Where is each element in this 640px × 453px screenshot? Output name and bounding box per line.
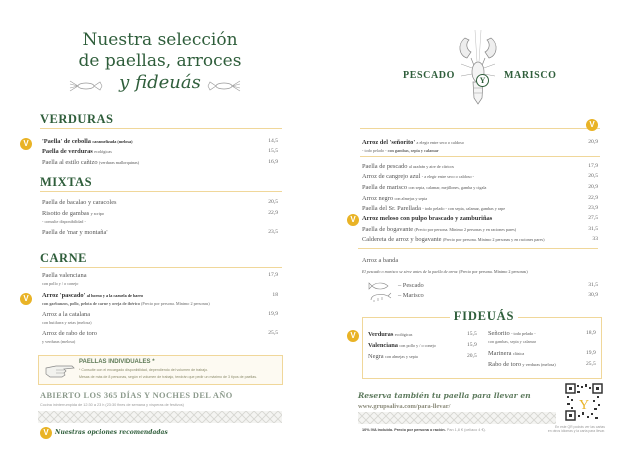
squid-illustration-icon bbox=[68, 79, 104, 93]
menu-item: Paella de bacalao y caracoles 20,5 bbox=[42, 199, 278, 206]
lobster-illustration-icon bbox=[453, 28, 503, 108]
item-price: 22,9 bbox=[268, 210, 278, 216]
menu-item: Paella de 'mar y montaña' 23,5 bbox=[42, 229, 278, 236]
individual-heading: PAELLAS INDIVIDUALES * bbox=[79, 359, 155, 365]
item-price: 20,5 bbox=[467, 353, 477, 359]
menu-item: Caldereta de arroz y bogavante (Precio por persona. Mínimo 2 personas y en raciones pares) 33 bbox=[362, 236, 598, 243]
item-price: 23,5 bbox=[268, 229, 278, 235]
recommended-badge-icon: V bbox=[347, 214, 359, 226]
menu-item: Arroz del 'señorito' a elegir entre seco o caldoso - todo pelado - con gambas, sepia y calamar 20,9 bbox=[362, 139, 598, 153]
menu-item: Paella de verduras ecológicas 15,5 bbox=[42, 148, 278, 155]
section-heading-fideuas: FIDEUÁS bbox=[453, 309, 515, 323]
fideua-item: Rabo de toro y verduras (melosa) bbox=[488, 361, 556, 368]
divider bbox=[360, 156, 600, 157]
menu-item: Paella de bogavante (Precio por persona. Mínimo 2 personas y en raciones pares) 31,5 bbox=[362, 226, 598, 233]
title-line-1: Nuestra selección bbox=[82, 30, 238, 50]
fideua-item: Verduras ecológicas bbox=[368, 331, 413, 338]
item-price: 23,9 bbox=[588, 205, 598, 211]
shrimp-icon bbox=[368, 292, 392, 302]
menu-item: Arroz de cangrejo azul - a elegir entre seco o caldoso - 20,5 bbox=[362, 173, 598, 180]
item-price: 22,9 bbox=[588, 195, 598, 201]
item-price: 17,9 bbox=[588, 163, 598, 169]
banda-option: – Pescado 31,5 bbox=[398, 282, 598, 289]
menu-item: Arroz meloso con pulpo brascado y zamburiñas 27,5 bbox=[362, 215, 598, 222]
recommended-badge-icon: V bbox=[20, 138, 32, 150]
divider bbox=[518, 317, 602, 318]
arroz-a-banda-note: El pescado o marisco se sirve antes de la paella de arroz (Precio por persona. Mínimo 2 personas) bbox=[362, 269, 528, 274]
decorative-pattern bbox=[358, 412, 556, 424]
item-price: 20,9 bbox=[588, 184, 598, 190]
menu-item: Paella del Sr. Parellada - todo pelado - con sepia, calamar, gambas y rape 23,9 bbox=[362, 205, 598, 212]
individual-note-1: * Consulte con el encargado disponibilidad, dependiendo del volumen de trabajo. bbox=[79, 368, 209, 372]
item-price: 19,9 bbox=[268, 311, 278, 317]
recommended-badge-icon: V bbox=[347, 330, 359, 342]
menu-item: Paella al estilo cañizo (verduras mallorquinas) 16,9 bbox=[42, 159, 278, 166]
item-price: 20,5 bbox=[268, 199, 278, 205]
item-price: 15,5 bbox=[467, 331, 477, 337]
menu-item: Paella de marisco con sepia, calamar, mejillones, gamba y cigala 20,9 bbox=[362, 184, 598, 191]
individual-paellas-box bbox=[38, 355, 283, 385]
item-price: 15,9 bbox=[467, 342, 477, 348]
fideua-item: Marinera clásica bbox=[488, 350, 525, 357]
recommended-badge-icon: V bbox=[20, 293, 32, 305]
item-price: 17,9 bbox=[268, 272, 278, 278]
section-heading-verduras: VERDURAS bbox=[40, 112, 282, 129]
section-heading-mixtas: MIXTAS bbox=[40, 175, 282, 192]
recommended-badge-icon: V bbox=[40, 427, 52, 439]
divider bbox=[362, 317, 450, 318]
fideua-item: Valenciana con pollo y / o conejo bbox=[368, 342, 436, 349]
divider bbox=[360, 128, 600, 129]
title-line-3: y fideuás bbox=[119, 72, 201, 93]
item-price: 31,5 bbox=[588, 226, 598, 232]
fish-icon bbox=[368, 281, 392, 291]
legend-text: Nuestras opciones recomendadas bbox=[55, 429, 168, 436]
item-price: 31,5 bbox=[588, 282, 598, 288]
item-price: 18,9 bbox=[586, 330, 596, 336]
marisco-title: MARISCO bbox=[504, 70, 557, 81]
decorative-pattern bbox=[38, 411, 282, 423]
menu-item: Risotto de gambas y scripo - consulte disponibilidad - 22,9 bbox=[42, 210, 278, 224]
title-line-2: de paellas, arroces bbox=[78, 51, 242, 71]
squid-illustration-icon bbox=[206, 79, 242, 93]
item-price: 33 bbox=[592, 236, 598, 242]
tax-note: 10% IVA incluido. Precio por persona o ración. Pan 1,8 € (celiaco 4 €). bbox=[362, 428, 486, 432]
item-price: 16,9 bbox=[268, 159, 278, 165]
banda-option: – Marisco 30,9 bbox=[398, 292, 598, 299]
fideua-item: Señorito - todo pelado - con gambas, sepia y calamar bbox=[488, 330, 537, 344]
divider bbox=[358, 248, 598, 249]
item-price: 20,9 bbox=[588, 139, 598, 145]
qr-note: En este QR podrás ver las cartas en otros idiomas y la carta para llevar. bbox=[547, 425, 605, 434]
item-price: 15,5 bbox=[268, 148, 278, 154]
menu-item: Paella de pescado al azafrán y aire de cítricos 17,9 bbox=[362, 163, 598, 170]
item-price: 19,9 bbox=[586, 350, 596, 356]
pescado-title: PESCADO bbox=[403, 70, 455, 81]
takeaway-url-link[interactable]: www.grupsaliva.com/para-llevar/ bbox=[358, 403, 451, 410]
item-price: 27,5 bbox=[588, 215, 598, 221]
item-price: 30,9 bbox=[588, 292, 598, 298]
menu-item: Arroz 'pascado' al horno y a la cazuela de barro con garbanzos, pollo, pelota de carne y oreja de ibérico (Precio por persona. Mínimo 2 personas) 18 bbox=[42, 292, 278, 306]
opening-heading: ABIERTO LOS 365 DÍAS Y NOCHES DEL AÑO bbox=[40, 391, 233, 400]
section-heading-carne: CARNE bbox=[40, 251, 282, 268]
takeaway-reserve-text: Reserva también tu paella para llevar en bbox=[358, 391, 531, 400]
recommended-badge-icon: V bbox=[586, 119, 598, 131]
menu-item: Paella valenciana con pollo y / o conejo 17,9 bbox=[42, 272, 278, 286]
item-price: 20,5 bbox=[588, 173, 598, 179]
item-price: 18 bbox=[272, 292, 278, 298]
menu-item: 'Paella' de cebolla caramelizada (melosa) 14,5 bbox=[42, 138, 278, 145]
arroz-a-banda: Arroz a banda bbox=[362, 257, 399, 264]
item-price: 14,5 bbox=[268, 138, 278, 144]
item-price: 25,5 bbox=[268, 330, 278, 336]
fideua-item: Negra con almejas y sepia bbox=[368, 353, 418, 360]
svg-text:Y: Y bbox=[578, 398, 590, 413]
item-price: 25,5 bbox=[586, 361, 596, 367]
menu-item: Arroz negro con almejas y sepia 22,9 bbox=[362, 195, 598, 202]
menu-item: Arroz de rabo de toro y verduras (melosa) 25,5 bbox=[42, 330, 278, 344]
qr-code-icon[interactable] bbox=[565, 383, 603, 421]
y-emblem: Y bbox=[476, 74, 489, 87]
menu-item: Arroz a la catalana con butifarra y setas (melosa) 19,9 bbox=[42, 311, 278, 325]
pointing-hand-icon bbox=[44, 362, 76, 380]
individual-note-2: Mesas de más de 8 personas, según el volumen de trabajo, tendrán que pedir un máximo de 3 tipos de paellas. bbox=[79, 375, 257, 379]
opening-hours: Cocina ininterrumpida de 12:30 a 23 h (23:30 fines de semana y vísperas de festivos) bbox=[40, 403, 184, 407]
